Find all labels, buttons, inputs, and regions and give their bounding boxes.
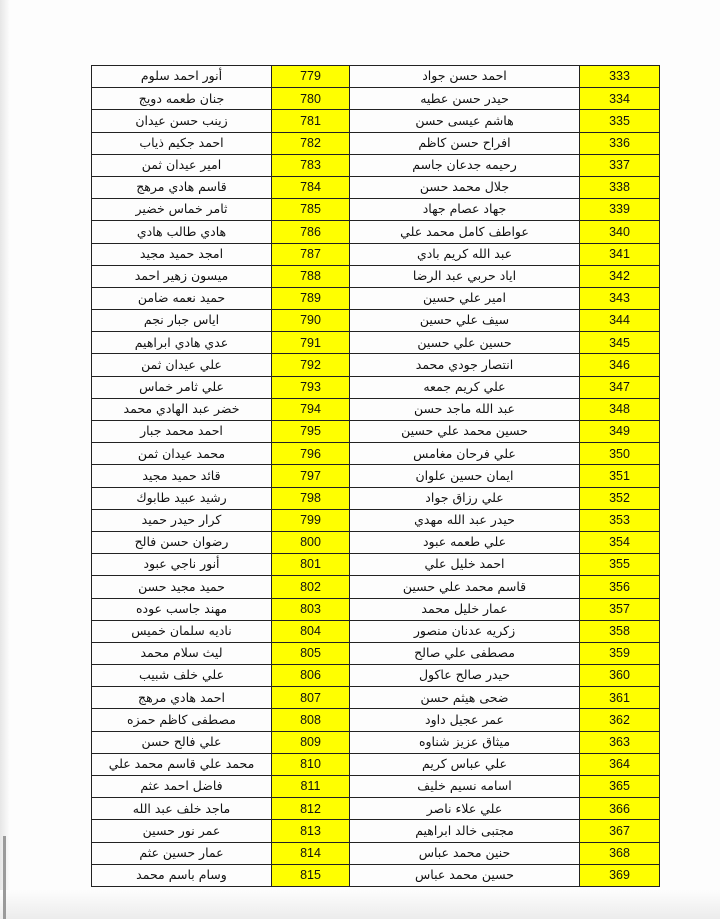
name-cell-left: جنان طعمه دويج bbox=[92, 88, 272, 110]
name-cell-right: قاسم محمد علي حسين bbox=[350, 576, 580, 598]
number-cell-left: 788 bbox=[272, 265, 350, 287]
name-cell-right: حسين محمد عباس bbox=[350, 864, 580, 886]
number-cell-left: 808 bbox=[272, 709, 350, 731]
table-row bbox=[92, 376, 660, 398]
name-cell-right: رحيمه جدعان جاسم bbox=[350, 154, 580, 176]
table-row bbox=[92, 731, 660, 753]
number-cell-right: 338 bbox=[580, 176, 660, 198]
number-cell-right: 336 bbox=[580, 132, 660, 154]
table-row bbox=[92, 798, 660, 820]
name-cell-right: جهاد عصام جهاد bbox=[350, 199, 580, 221]
number-cell-left: 805 bbox=[272, 642, 350, 664]
number-cell-right: 344 bbox=[580, 310, 660, 332]
table-row bbox=[92, 709, 660, 731]
name-cell-right: علي فرحان مغامس bbox=[350, 443, 580, 465]
name-cell-left: علي خلف شبيب bbox=[92, 665, 272, 687]
number-cell-right: 352 bbox=[580, 487, 660, 509]
number-cell-left: 787 bbox=[272, 243, 350, 265]
number-cell-right: 360 bbox=[580, 665, 660, 687]
name-cell-left: حميد مجيد حسن bbox=[92, 576, 272, 598]
number-cell-left: 815 bbox=[272, 864, 350, 886]
number-cell-right: 337 bbox=[580, 154, 660, 176]
number-cell-right: 359 bbox=[580, 642, 660, 664]
number-cell-left: 798 bbox=[272, 487, 350, 509]
number-cell-right: 368 bbox=[580, 842, 660, 864]
name-cell-right: حنين محمد عباس bbox=[350, 842, 580, 864]
table-row bbox=[92, 421, 660, 443]
name-cell-left: مصطفى كاظم حمزه bbox=[92, 709, 272, 731]
number-cell-left: 790 bbox=[272, 310, 350, 332]
number-cell-right: 349 bbox=[580, 421, 660, 443]
name-cell-left: ثامر خماس خضير bbox=[92, 199, 272, 221]
table-row bbox=[92, 88, 660, 110]
name-cell-right: امير علي حسين bbox=[350, 287, 580, 309]
name-cell-right: احمد خليل علي bbox=[350, 554, 580, 576]
table-row bbox=[92, 665, 660, 687]
number-cell-left: 795 bbox=[272, 421, 350, 443]
page-bottom-shadow bbox=[0, 890, 720, 919]
name-cell-left: فاضل احمد عثم bbox=[92, 776, 272, 798]
name-cell-right: حيدر عبد الله مهدي bbox=[350, 509, 580, 531]
table-row bbox=[92, 176, 660, 198]
number-cell-right: 341 bbox=[580, 243, 660, 265]
number-cell-left: 801 bbox=[272, 554, 350, 576]
number-cell-right: 367 bbox=[580, 820, 660, 842]
name-cell-right: زكريه عدنان منصور bbox=[350, 620, 580, 642]
number-cell-right: 350 bbox=[580, 443, 660, 465]
number-cell-left: 804 bbox=[272, 620, 350, 642]
table-row bbox=[92, 620, 660, 642]
number-cell-right: 364 bbox=[580, 753, 660, 775]
number-cell-left: 792 bbox=[272, 354, 350, 376]
number-cell-left: 811 bbox=[272, 776, 350, 798]
names-table-body bbox=[92, 66, 660, 887]
scan-edge-mark bbox=[3, 836, 6, 919]
name-cell-right: علي علاء ناصر bbox=[350, 798, 580, 820]
page-edge-shadow bbox=[0, 0, 10, 919]
number-cell-right: 358 bbox=[580, 620, 660, 642]
name-cell-left: وسام باسم محمد bbox=[92, 864, 272, 886]
table-row bbox=[92, 753, 660, 775]
number-cell-left: 810 bbox=[272, 753, 350, 775]
table-row bbox=[92, 642, 660, 664]
table-row bbox=[92, 132, 660, 154]
name-cell-left: احمد جكيم ذياب bbox=[92, 132, 272, 154]
number-cell-left: 782 bbox=[272, 132, 350, 154]
number-cell-right: 333 bbox=[580, 66, 660, 88]
table-row bbox=[92, 864, 660, 886]
number-cell-right: 353 bbox=[580, 509, 660, 531]
name-cell-right: هاشم عيسى حسن bbox=[350, 110, 580, 132]
number-cell-left: 797 bbox=[272, 465, 350, 487]
table-row bbox=[92, 776, 660, 798]
name-cell-right: عمر عجيل داود bbox=[350, 709, 580, 731]
number-cell-right: 369 bbox=[580, 864, 660, 886]
name-cell-left: امير عيدان ثمن bbox=[92, 154, 272, 176]
name-cell-right: علي رزاق جواد bbox=[350, 487, 580, 509]
table-row bbox=[92, 576, 660, 598]
table-row bbox=[92, 554, 660, 576]
table-row bbox=[92, 509, 660, 531]
table-row bbox=[92, 221, 660, 243]
table-row bbox=[92, 842, 660, 864]
name-cell-left: امجد حميد مجيد bbox=[92, 243, 272, 265]
name-cell-right: جلال محمد حسن bbox=[350, 176, 580, 198]
table-row bbox=[92, 243, 660, 265]
number-cell-left: 814 bbox=[272, 842, 350, 864]
number-cell-left: 807 bbox=[272, 687, 350, 709]
table-row bbox=[92, 487, 660, 509]
name-cell-left: هادي طالب هادي bbox=[92, 221, 272, 243]
name-cell-right: ضحى هيثم حسن bbox=[350, 687, 580, 709]
number-cell-left: 799 bbox=[272, 509, 350, 531]
number-cell-right: 342 bbox=[580, 265, 660, 287]
name-cell-right: مجتبى خالد ابراهيم bbox=[350, 820, 580, 842]
name-cell-left: عمر نور حسين bbox=[92, 820, 272, 842]
name-cell-left: عمار حسين عثم bbox=[92, 842, 272, 864]
name-cell-right: علي كريم جمعه bbox=[350, 376, 580, 398]
name-cell-right: انتصار جودي محمد bbox=[350, 354, 580, 376]
table-row bbox=[92, 531, 660, 553]
name-cell-right: عواطف كامل محمد علي bbox=[350, 221, 580, 243]
name-cell-left: ناديه سلمان خميس bbox=[92, 620, 272, 642]
number-cell-left: 789 bbox=[272, 287, 350, 309]
table-row bbox=[92, 310, 660, 332]
table-row bbox=[92, 66, 660, 88]
number-cell-right: 340 bbox=[580, 221, 660, 243]
name-cell-right: عبد الله كريم بادي bbox=[350, 243, 580, 265]
number-cell-left: 794 bbox=[272, 398, 350, 420]
table-row bbox=[92, 465, 660, 487]
number-cell-left: 812 bbox=[272, 798, 350, 820]
number-cell-right: 354 bbox=[580, 531, 660, 553]
name-cell-right: عبد الله ماجد حسن bbox=[350, 398, 580, 420]
name-cell-right: علي عباس كريم bbox=[350, 753, 580, 775]
number-cell-right: 343 bbox=[580, 287, 660, 309]
number-cell-right: 362 bbox=[580, 709, 660, 731]
name-cell-right: علي طعمه عبود bbox=[350, 531, 580, 553]
number-cell-left: 791 bbox=[272, 332, 350, 354]
table-row bbox=[92, 265, 660, 287]
number-cell-right: 361 bbox=[580, 687, 660, 709]
table-row bbox=[92, 354, 660, 376]
table-row bbox=[92, 598, 660, 620]
table-row bbox=[92, 154, 660, 176]
number-cell-right: 366 bbox=[580, 798, 660, 820]
name-cell-right: حسين علي حسين bbox=[350, 332, 580, 354]
name-cell-left: قاسم هادي مرهج bbox=[92, 176, 272, 198]
name-cell-right: احمد حسن جواد bbox=[350, 66, 580, 88]
number-cell-right: 346 bbox=[580, 354, 660, 376]
name-cell-left: ميسون زهير احمد bbox=[92, 265, 272, 287]
number-cell-right: 365 bbox=[580, 776, 660, 798]
table-row bbox=[92, 287, 660, 309]
table-row bbox=[92, 398, 660, 420]
number-cell-right: 347 bbox=[580, 376, 660, 398]
name-cell-left: عدي هادي ابراهيم bbox=[92, 332, 272, 354]
name-cell-left: حميد نعمه ضامن bbox=[92, 287, 272, 309]
number-cell-right: 355 bbox=[580, 554, 660, 576]
name-cell-left: محمد عيدان ثمن bbox=[92, 443, 272, 465]
number-cell-left: 781 bbox=[272, 110, 350, 132]
number-cell-left: 800 bbox=[272, 531, 350, 553]
name-cell-left: علي عيدان ثمن bbox=[92, 354, 272, 376]
name-cell-right: مصطفى علي صالح bbox=[350, 642, 580, 664]
name-cell-left: احمد محمد جبار bbox=[92, 421, 272, 443]
name-cell-left: محمد علي قاسم محمد علي bbox=[92, 753, 272, 775]
table-row bbox=[92, 332, 660, 354]
number-cell-right: 351 bbox=[580, 465, 660, 487]
table-row bbox=[92, 687, 660, 709]
number-cell-left: 785 bbox=[272, 199, 350, 221]
name-cell-right: حسين محمد علي حسين bbox=[350, 421, 580, 443]
number-cell-left: 796 bbox=[272, 443, 350, 465]
number-cell-right: 345 bbox=[580, 332, 660, 354]
number-cell-left: 806 bbox=[272, 665, 350, 687]
name-cell-right: اسامه نسيم خليف bbox=[350, 776, 580, 798]
table-row bbox=[92, 199, 660, 221]
name-cell-left: مهند جاسب عوده bbox=[92, 598, 272, 620]
number-cell-left: 786 bbox=[272, 221, 350, 243]
name-cell-right: حيدر حسن عطيه bbox=[350, 88, 580, 110]
number-cell-left: 780 bbox=[272, 88, 350, 110]
number-cell-right: 348 bbox=[580, 398, 660, 420]
name-cell-left: ليث سلام محمد bbox=[92, 642, 272, 664]
number-cell-left: 784 bbox=[272, 176, 350, 198]
name-cell-left: أنور ناجي عبود bbox=[92, 554, 272, 576]
number-cell-left: 793 bbox=[272, 376, 350, 398]
table-row bbox=[92, 443, 660, 465]
number-cell-right: 335 bbox=[580, 110, 660, 132]
name-cell-right: افراح حسن كاظم bbox=[350, 132, 580, 154]
number-cell-left: 803 bbox=[272, 598, 350, 620]
name-cell-left: رضوان حسن فالح bbox=[92, 531, 272, 553]
number-cell-left: 809 bbox=[272, 731, 350, 753]
name-cell-right: اياد حربي عبد الرضا bbox=[350, 265, 580, 287]
name-cell-left: خضر عبد الهادي محمد bbox=[92, 398, 272, 420]
number-cell-left: 813 bbox=[272, 820, 350, 842]
number-cell-right: 363 bbox=[580, 731, 660, 753]
number-cell-right: 334 bbox=[580, 88, 660, 110]
names-table bbox=[91, 65, 660, 887]
table-row bbox=[92, 110, 660, 132]
name-cell-right: سيف علي حسين bbox=[350, 310, 580, 332]
name-cell-left: احمد هادي مرهج bbox=[92, 687, 272, 709]
name-cell-right: عمار خليل محمد bbox=[350, 598, 580, 620]
name-cell-right: حيدر صالح عاكول bbox=[350, 665, 580, 687]
name-cell-left: علي فالح حسن bbox=[92, 731, 272, 753]
name-cell-left: كرار حيدر حميد bbox=[92, 509, 272, 531]
number-cell-right: 356 bbox=[580, 576, 660, 598]
name-cell-right: ايمان حسين علوان bbox=[350, 465, 580, 487]
name-cell-right: ميثاق عزيز شناوه bbox=[350, 731, 580, 753]
name-cell-left: ماجد خلف عبد الله bbox=[92, 798, 272, 820]
number-cell-left: 802 bbox=[272, 576, 350, 598]
name-cell-left: قائد حميد مجيد bbox=[92, 465, 272, 487]
number-cell-right: 357 bbox=[580, 598, 660, 620]
name-cell-left: أنور احمد سلوم bbox=[92, 66, 272, 88]
name-cell-left: زينب حسن عيدان bbox=[92, 110, 272, 132]
name-cell-left: اياس جبار نجم bbox=[92, 310, 272, 332]
table-row bbox=[92, 820, 660, 842]
number-cell-right: 339 bbox=[580, 199, 660, 221]
name-cell-left: علي ثامر خماس bbox=[92, 376, 272, 398]
number-cell-left: 783 bbox=[272, 154, 350, 176]
number-cell-left: 779 bbox=[272, 66, 350, 88]
name-cell-left: رشيد عبيد طابوك bbox=[92, 487, 272, 509]
